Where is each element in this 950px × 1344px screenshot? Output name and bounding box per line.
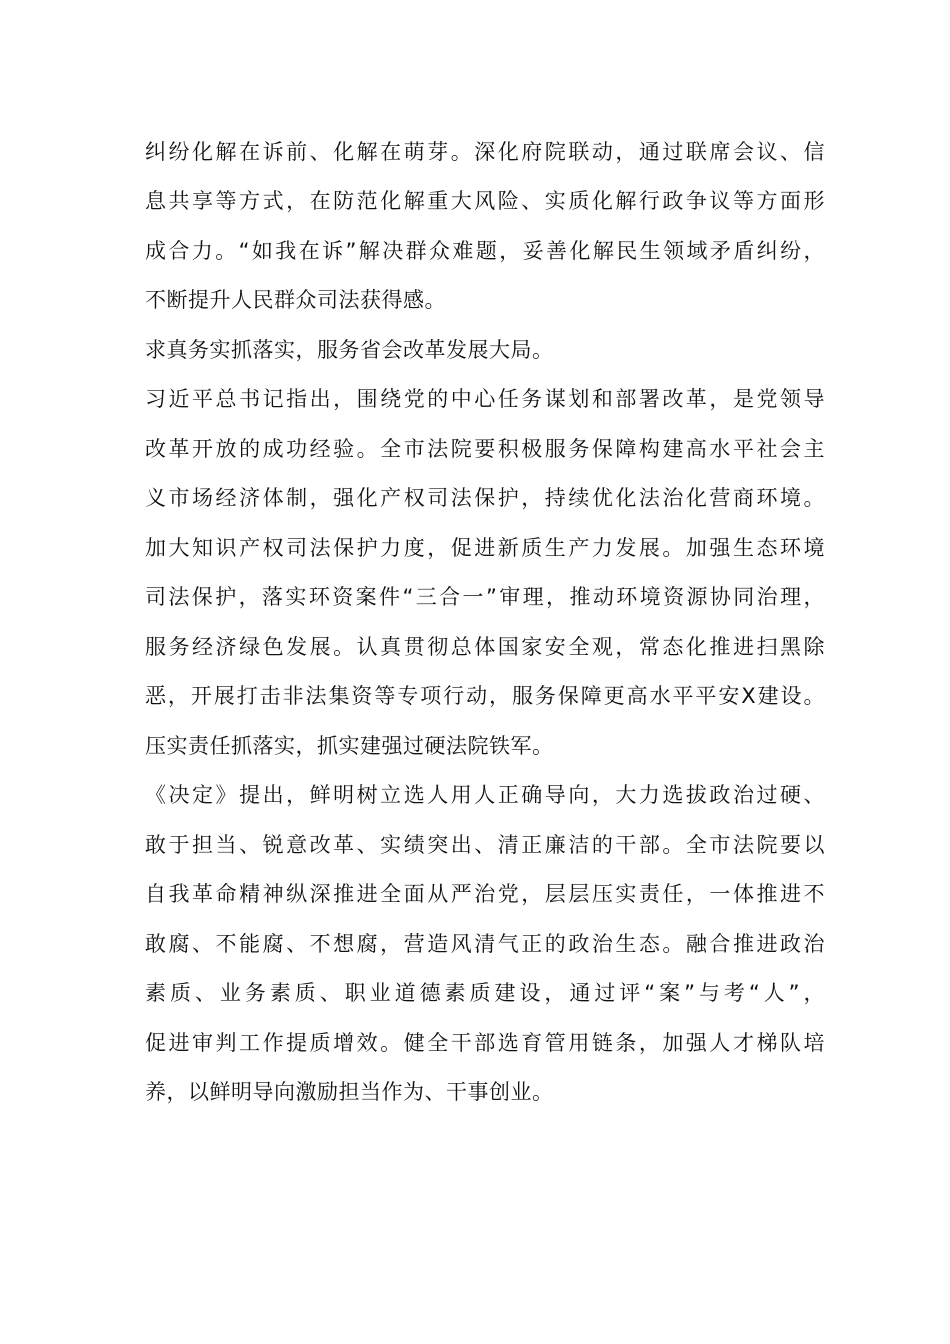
text-line: 习近平总书记指出，围绕党的中心任务谋划和部署改革，是党领导 [145,387,825,411]
text-line: 敢于担当、锐意改革、实绩突出、清正廉洁的干部。全市法院要以 [145,833,825,857]
text-line: 敢腐、不能腐、不想腐，营造风清气正的政治生态。融合推进政治 [145,932,825,956]
text-line: 服务经济绿色发展。认真贯彻总体国家安全观，常态化推进扫黑除 [145,635,825,659]
text-line: 恶，开展打击非法集资等专项行动，服务保障更高水平平安X建设。 [145,684,825,708]
text-line: 促进审判工作提质增效。健全干部选育管用链条，加强人才梯队培 [145,1031,825,1055]
text-line: 素质、业务素质、职业道德素质建设，通过评“案”与考“人”， [145,981,825,1005]
text-line: 成合力。“如我在诉”解决群众难题，妥善化解民生领域矛盾纠纷， [145,239,825,263]
section-heading: 压实责任抓落实，抓实建强过硬法院铁军。 [145,734,554,758]
text-line: 息共享等方式，在防范化解重大风险、实质化解行政争议等方面形 [145,189,825,213]
text-line: 义市场经济体制，强化产权司法保护，持续优化法治化营商环境。 [145,486,825,510]
text-line: 《决定》提出，鲜明树立选人用人正确导向，大力选拔政治过硬、 [145,783,825,807]
text-line: 纠纷化解在诉前、化解在萌芽。深化府院联动，通过联席会议、信 [145,140,825,164]
text-line: 养，以鲜明导向激励担当作为、干事创业。 [145,1080,554,1104]
text-line: 加大知识产权司法保护力度，促进新质生产力发展。加强生态环境 [145,536,825,560]
text-line: 司法保护，落实环资案件“三合一”审理，推动环境资源协同治理， [145,585,825,609]
section-heading: 求真务实抓落实，服务省会改革发展大局。 [145,338,554,362]
text-line: 不断提升人民群众司法获得感。 [145,288,446,312]
text-line: 改革开放的成功经验。全市法院要积极服务保障构建高水平社会主 [145,437,825,461]
text-line: 自我革命精神纵深推进全面从严治党，层层压实责任，一体推进不 [145,882,825,906]
